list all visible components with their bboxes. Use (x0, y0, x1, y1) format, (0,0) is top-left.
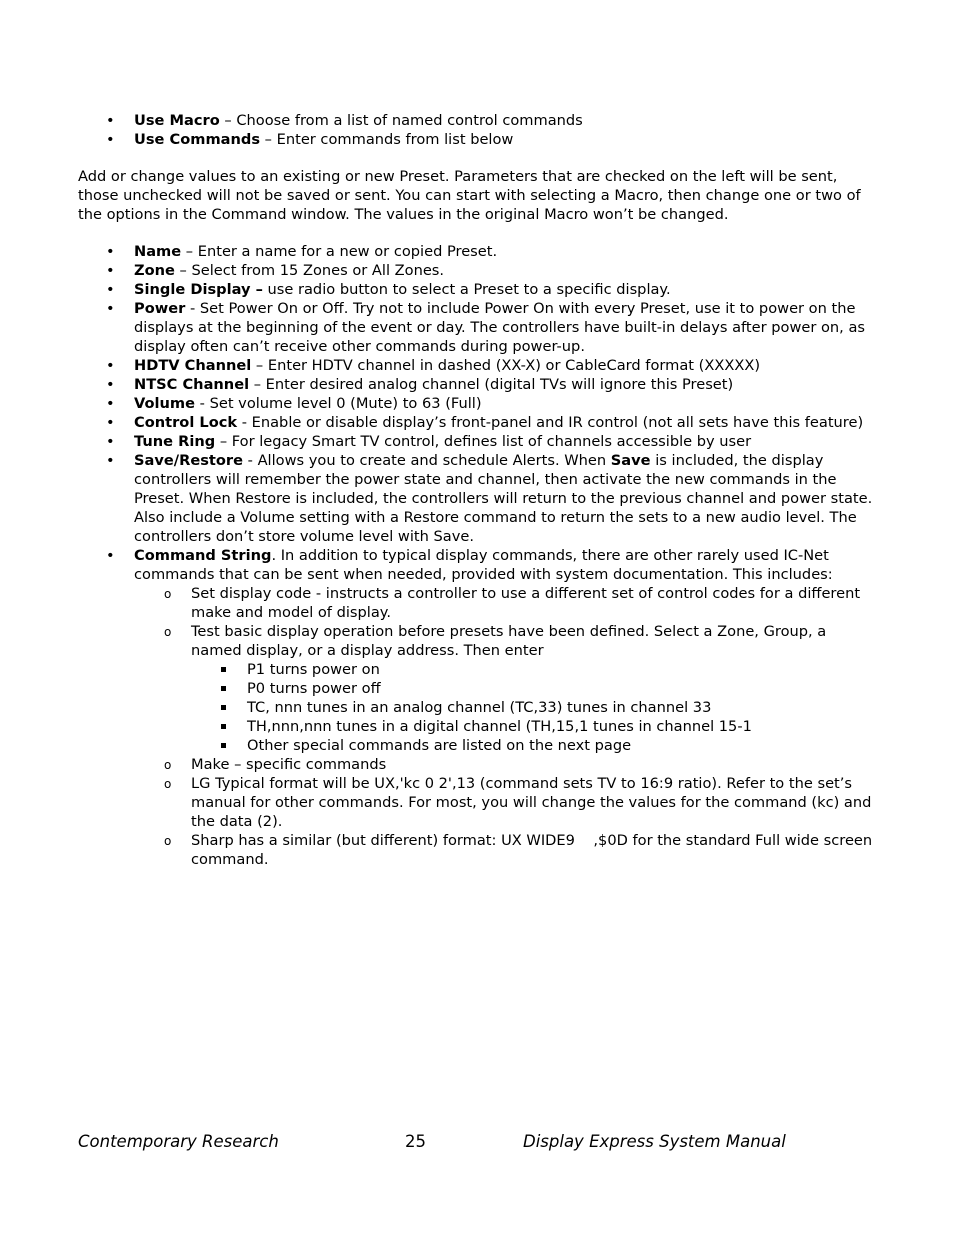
footer-manual-title: Display Express System Manual (523, 1132, 786, 1151)
item-term: Zone (134, 262, 175, 279)
item-text: – Enter HDTV channel in dashed (XX-X) or CableCard format (XXXXX) (251, 357, 761, 374)
item-term: Command String (134, 547, 272, 564)
list-item (78, 546, 878, 869)
item-term: Name (134, 243, 182, 260)
list-item (78, 130, 878, 149)
item-text: – Enter commands from list below (260, 131, 514, 148)
list-item (78, 242, 878, 261)
sub-sub-list (191, 660, 878, 755)
list-item (78, 356, 878, 375)
item-term: NTSC Channel (134, 376, 250, 393)
list-item (78, 280, 878, 299)
document-body (78, 111, 878, 869)
list-item (78, 299, 878, 356)
sub-list-item: o Set display code - instructs a controller to use a different set of control codes for a different make and model of display. (134, 584, 878, 622)
sub-list-item (134, 622, 878, 755)
item-text: – Enter a name for a new or copied Preset. (181, 243, 498, 260)
list-item (78, 451, 878, 546)
sub-list-item: o Sharp has a similar (but different) format: UX WIDE9 ,$0D for the standard Full wide screen command. (134, 831, 878, 869)
item-term: Save/Restore (134, 452, 244, 469)
item-term: Power (134, 300, 186, 317)
page-number: 25 (405, 1132, 426, 1151)
item-term: Tune Ring (134, 433, 216, 450)
item-text: – Enter desired analog channel (digital TVs will ignore this Preset) (249, 376, 734, 393)
sub-sub-list-item: TC, nnn tunes in an analog channel (TC,33) tunes in channel 33 (191, 698, 878, 717)
page-footer (78, 1132, 878, 1152)
list-item (78, 261, 878, 280)
list-item (78, 413, 878, 432)
sub-list-item: o Make – specific commands (134, 755, 878, 774)
item-text: is included, the display controllers will remember the power state and channel, then activate the new commands in the Preset. When Restore is included, the controllers will return to the previous channel and power state. Also include a Volume setting with a Restore command to return the sets to a new audio level. The controllers don’t store volume level with Save. (134, 452, 873, 545)
list-item (78, 375, 878, 394)
item-text: - Set Power On or Off. Try not to include Power On with every Preset, use it to power on the displays at the beginning of the event or day. The controllers have built-in delays after power on, as display often can’t receive other commands during power-up. (134, 300, 865, 355)
item-text: - Enable or disable display’s front-panel and IR control (not all sets have this feature) (237, 414, 864, 431)
item-text: - Allows you to create and schedule Alerts. When (243, 452, 611, 469)
item-text: . In addition to typical display commands, there are other rarely used IC-Net commands that can be sent when needed, provided with system documentation. This includes: (134, 547, 833, 583)
item-term: Single Display – (134, 281, 263, 298)
item-term: Volume (134, 395, 196, 412)
option-list (78, 111, 878, 149)
body-paragraph: Add or change values to an existing or new Preset. Parameters that are checked on the left will be sent, those unchecked will not be saved or sent. You can start with selecting a Macro, then change one or two of the options in the Command window. The values in the original Macro won’t be changed. (78, 168, 861, 223)
sub-sub-list-item: TH,nnn,nnn tunes in a digital channel (TH,15,1 tunes in channel 15-1 (191, 717, 878, 736)
sub-item-text: Test basic display operation before presets have been defined. Select a Zone, Group, a named display, or a display address. Then enter (191, 623, 827, 659)
item-bold-word: Save (610, 452, 651, 469)
sub-sub-list-item: Other special commands are listed on the next page (191, 736, 878, 755)
item-term: HDTV Channel (134, 357, 252, 374)
list-item (78, 111, 878, 130)
sub-list-item: o LG Typical format will be UX,'kc 0 2',13 (command sets TV to 16:9 ratio). Refer to the set’s manual for other commands. For most, you will change the values for the command (kc) and the data (2). (134, 774, 878, 831)
footer-company: Contemporary Research (78, 1132, 279, 1151)
parameter-list (78, 242, 878, 869)
item-text: – Choose from a list of named control commands (219, 112, 583, 129)
item-term: Use Commands (134, 131, 261, 148)
list-item (78, 394, 878, 413)
sub-list (134, 584, 878, 869)
item-text: use radio button to select a Preset to a specific display. (262, 281, 671, 298)
sub-sub-list-item: P0 turns power off (191, 679, 878, 698)
sub-sub-list-item: P1 turns power on (191, 660, 878, 679)
item-text: – Select from 15 Zones or All Zones. (174, 262, 445, 279)
item-term: Use Macro (134, 112, 220, 129)
item-text: – For legacy Smart TV control, defines list of channels accessible by user (215, 433, 752, 450)
item-text: - Set volume level 0 (Mute) to 63 (Full) (195, 395, 482, 412)
item-term: Control Lock (134, 414, 238, 431)
list-item (78, 432, 878, 451)
